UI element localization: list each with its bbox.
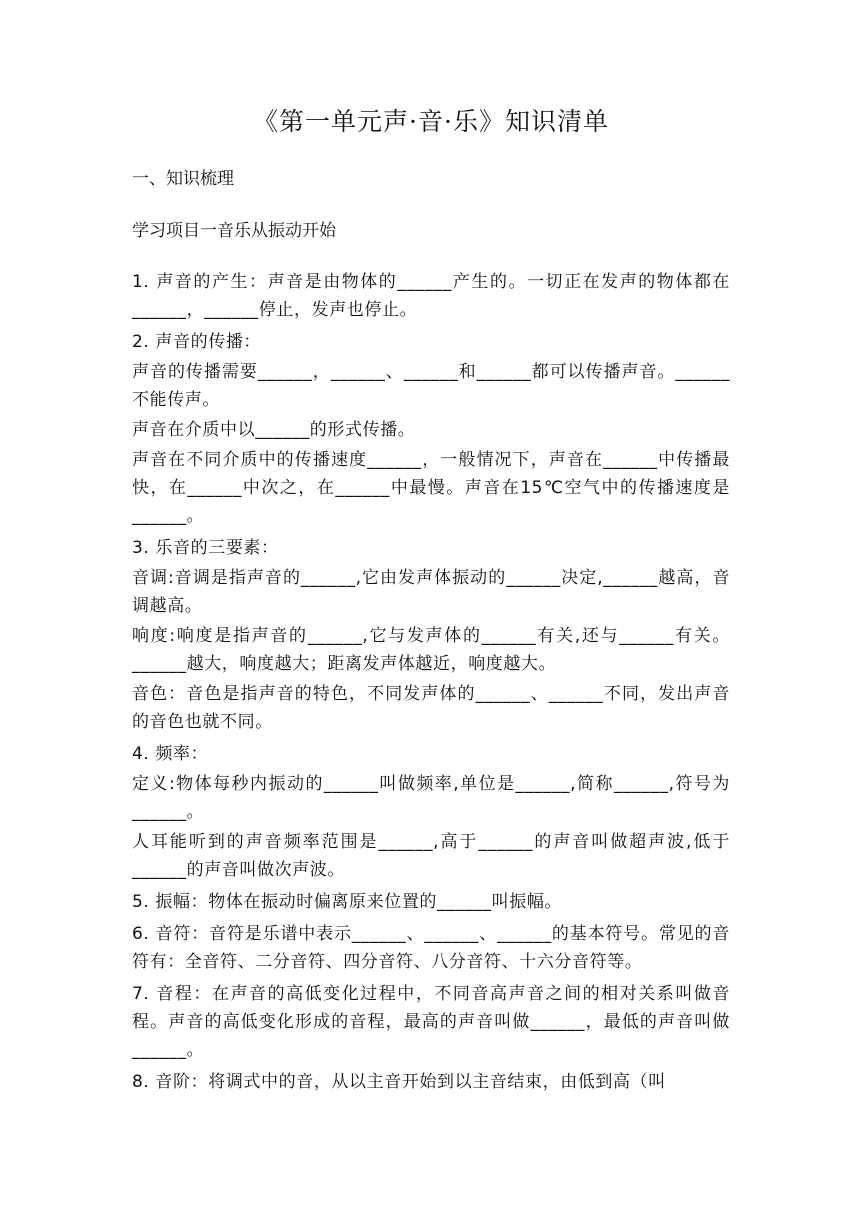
item-amplitude: 5. 振幅：物体在振动时偏离原来位置的______叫振幅。 bbox=[132, 892, 563, 912]
item-three-elements-heading: 3. 乐音的三要素： bbox=[132, 538, 279, 558]
item-interval: 7. 音程：在声音的高低变化过程中，不同音高声音之间的相对关系叫做音程。声音的高低变化形成的音程，最高的声音叫做______，最低的声音叫做______。 bbox=[132, 984, 730, 1060]
frequency-definition: 定义:物体每秒内振动的______叫做频率,单位是______,简称______,符号为______。 bbox=[132, 774, 730, 822]
timbre: 音色：音色是指声音的特色，不同发声体的______、______不同，发出声音的音色也就不同。 bbox=[132, 684, 730, 732]
project-heading: 学习项目一音乐从振动开始 bbox=[132, 221, 336, 241]
item-scale: 8. 音阶：将调式中的音，从以主音开始到以主音结束，由低到高（叫 bbox=[132, 1072, 666, 1092]
loudness: 响度:响度是指声音的______,它与发声体的______有关,还与______有关。______越大，响度越大；距离发声体越近，响度越大。 bbox=[132, 626, 730, 674]
section-heading: 一、知识梳理 bbox=[132, 169, 234, 189]
item-sound-propagation-heading: 2. 声音的传播： bbox=[132, 332, 262, 352]
hearing-range: 人耳能听到的声音频率范围是______,高于______的声音叫做超声波,低于______的声音叫做次声波。 bbox=[132, 832, 730, 880]
propagation-speed: 声音在不同介质中的传播速度______，一般情况下，声音在______中传播最快，在______中次之，在______中最慢。声音在15℃空气中的传播速度是______。 bbox=[132, 450, 730, 526]
knowledge-list bbox=[132, 268, 730, 1096]
item-frequency-heading: 4. 频率： bbox=[132, 744, 209, 764]
propagation-form: 声音在介质中以______的形式传播。 bbox=[132, 420, 416, 440]
page-title: 《第一单元声·音·乐》知识清单 bbox=[253, 107, 609, 136]
item-notes: 6. 音符：音符是乐谱中表示______、______、______的基本符号。常见的音符有：全音符、二分音符、四分音符、八分音符、十六分音符等。 bbox=[132, 924, 730, 972]
item-sound-production: 1. 声音的产生：声音是由物体的______产生的。一切正在发声的物体都在______，______停止，发声也停止。 bbox=[132, 272, 730, 320]
pitch: 音调:音调是指声音的______,它由发声体振动的______决定,______越高，音调越高。 bbox=[132, 568, 730, 616]
propagation-medium: 声音的传播需要______，______、______和______都可以传播声音。______不能传声。 bbox=[132, 362, 730, 410]
